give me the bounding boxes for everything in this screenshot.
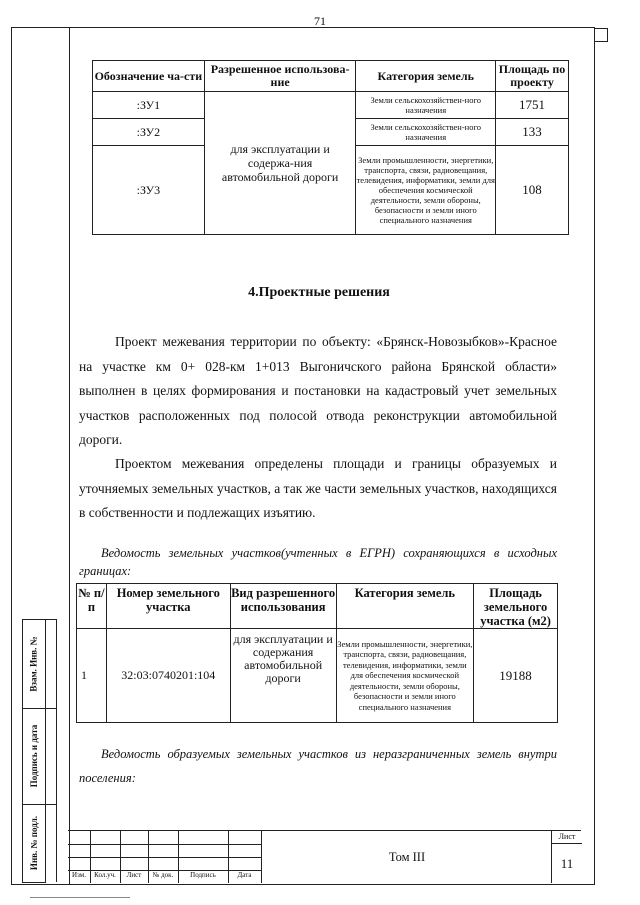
side-label-replace: Взам. Инв. № [29,636,39,692]
side-stamp-blank [44,619,57,882]
parcel-area: 19188 [474,629,558,723]
header-category: Категория земель [336,584,474,629]
existing-parcels-header [77,584,558,629]
land-category: Земли сельскохозяйствен-ного назначения [356,119,496,146]
table3-caption-text: Ведомость образуемых земельных участков из неразграниченных земель внутри поселения: [79,747,557,785]
table-row [93,92,569,119]
page-number: 71 [314,14,326,28]
section-heading: 4.Проектные решения [248,285,390,300]
col-label-sheet: Лист [126,871,142,879]
side-label-signature: Подпись и дата [29,724,39,788]
title-block [68,830,581,883]
permitted-use: для эксплуатации и содержа-ния автомобильной дороги [204,92,356,235]
header-permitted-use: Разрешенное использова-ние [204,61,356,92]
side-label-inventory: Инв. № подл. [29,815,39,871]
header-land-category: Категория земель [356,61,496,92]
land-category: Земли сельскохозяйствен-ного назначения [356,92,496,119]
part-id: :ЗУ3 [93,146,205,235]
side-stamp-cell [44,708,56,805]
col-label-change: Изм. [72,871,86,879]
header-part-designation: Обозначение ча-сти [93,61,205,92]
volume-title: Том III [261,831,552,883]
paragraph-2-text: Проектом межевания определены площади и границы образуемых и уточняемых земельных участков, а так же части земельных участков, находящихся в собственности и подлежащих изъятию. [79,456,557,520]
paragraph-1 [79,330,557,453]
paragraph-2 [79,452,557,526]
col-label-date: Дата [237,871,252,879]
sheet-label: Лист [552,831,582,844]
table3-caption [79,742,557,790]
row-num: 1 [77,629,107,723]
land-category: Земли промышленности, энергетики, транспорта, связи, радиовещания, телевидения, информатики, земли для обеспечения космической деятельности, земли обороны, безопасности и земли иного специального назначения [356,146,496,235]
side-stamp-cell [44,620,56,709]
header-usage: Вид разрешенного использования [230,584,336,629]
table2-caption [79,544,557,580]
footer-line [30,897,130,898]
col-label-signature: Подпись [190,871,216,879]
table-row [77,629,558,723]
part-area: 108 [496,146,569,235]
parts-table [92,60,569,235]
sheet-box [551,831,582,883]
sheet-number: 11 [560,855,574,871]
header-cadastral: Номер земельного участка [106,584,230,629]
cadastral-number: 32:03:0740201:104 [106,629,230,723]
header-num: № п/п [77,584,107,629]
header-project-area: Площадь по проекту [496,61,569,92]
revision-grid [68,831,261,883]
existing-parcels-table [76,583,558,723]
part-area: 133 [496,119,569,146]
col-label-doc: № док. [152,871,174,879]
parts-table-header [93,61,569,92]
side-stamp [22,619,46,883]
header-area: Площадь земельного участка (м2) [474,584,558,629]
table2-caption-text: Ведомость земельных участков(учтенных в ЕГРН) сохраняющихся в исходных границах: [79,546,557,578]
corner-mark [595,28,608,42]
permitted-use: для эксплуатации и содержания автомобильной дороги [230,629,336,723]
col-label-count: Кол.уч. [94,871,116,879]
paragraph-1-text: Проект межевания территории по объекту: «Брянск-Новозыбков»-Красное на участке км 0+ 028-км 1+013 Выгоничского района Брянской области» выполнен в целях формирования и постановки на кадастровый учет земельных участков расположенных под полосой отвода реконструкции автомобильной дороги. [79,334,557,447]
land-category: Земли промышленности, энергетики, транспорта, связи, радиовещания, телевидения, информатики, земли для обеспечения космической деятельности, земли обороны, безопасности и земли иного специального назначения [336,629,474,723]
part-id: :ЗУ1 [93,92,205,119]
part-area: 1751 [496,92,569,119]
part-id: :ЗУ2 [93,119,205,146]
